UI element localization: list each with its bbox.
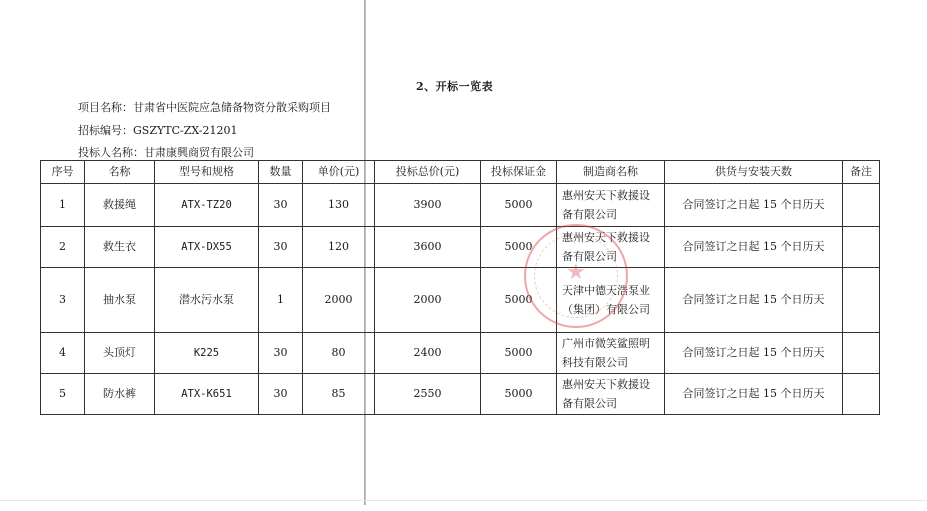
- cell-remark: [843, 333, 880, 374]
- cell-no: 1: [41, 184, 85, 227]
- cell-deposit: 5000: [481, 268, 557, 333]
- header-deposit: 投标保证金: [481, 161, 557, 184]
- page-bottom-edge: [0, 500, 927, 501]
- cell-total: 2000: [375, 268, 481, 333]
- cell-price: 85: [303, 374, 375, 415]
- bid-number-label: 招标编号：: [78, 124, 133, 137]
- cell-total: 3900: [375, 184, 481, 227]
- cell-qty: 30: [259, 333, 303, 374]
- seal-star-icon: ★: [566, 260, 586, 285]
- cell-qty: 30: [259, 227, 303, 268]
- cell-maker: 惠州安天下救援设备有限公司: [557, 227, 665, 268]
- cell-maker: 天津中德天浩泵业（集团）有限公司: [557, 268, 665, 333]
- cell-deposit: 5000: [481, 184, 557, 227]
- bid-number-value: GSZYTC-ZX-21201: [133, 124, 238, 137]
- bid-opening-table: [40, 160, 880, 415]
- cell-model: 潜水污水泵: [155, 268, 259, 333]
- project-name-label: 项目名称：: [78, 101, 133, 114]
- cell-delivery: 合同签订之日起 15 个日历天: [665, 227, 843, 268]
- cell-model: ATX-DX55: [155, 227, 259, 268]
- table-row: [41, 333, 880, 374]
- project-name-line: [78, 99, 331, 115]
- cell-name: 抽水泵: [85, 268, 155, 333]
- cell-total: 2400: [375, 333, 481, 374]
- cell-delivery: 合同签订之日起 15 个日历天: [665, 184, 843, 227]
- cell-model: K225: [155, 333, 259, 374]
- table-header-row: [41, 161, 880, 184]
- cell-delivery: 合同签订之日起 15 个日历天: [665, 333, 843, 374]
- table-row: [41, 268, 880, 333]
- cell-total: 3600: [375, 227, 481, 268]
- bidder-name-value: 甘肃康興商贸有限公司: [144, 146, 254, 159]
- cell-total: 2550: [375, 374, 481, 415]
- table-row: [41, 184, 880, 227]
- table-row: [41, 374, 880, 415]
- header-total: 投标总价(元): [375, 161, 481, 184]
- header-remark: 备注: [843, 161, 880, 184]
- cell-name: 头顶灯: [85, 333, 155, 374]
- cell-name: 救援绳: [85, 184, 155, 227]
- cell-no: 2: [41, 227, 85, 268]
- cell-no: 4: [41, 333, 85, 374]
- cell-no: 5: [41, 374, 85, 415]
- cell-maker: 惠州安天下救援设备有限公司: [557, 374, 665, 415]
- header-model: 型号和规格: [155, 161, 259, 184]
- cell-price: 130: [303, 184, 375, 227]
- cell-maker: 惠州安天下救援设备有限公司: [557, 184, 665, 227]
- cell-no: 3: [41, 268, 85, 333]
- bidder-name-label: 投标人名称：: [78, 146, 144, 159]
- cell-delivery: 合同签订之日起 15 个日历天: [665, 268, 843, 333]
- bidder-name-line: [78, 144, 254, 160]
- cell-deposit: 5000: [481, 333, 557, 374]
- bid-number-line: [78, 122, 238, 138]
- header-name: 名称: [85, 161, 155, 184]
- cell-maker: 广州市微笑鲨照明科技有限公司: [557, 333, 665, 374]
- cell-remark: [843, 268, 880, 333]
- cell-name: 救生衣: [85, 227, 155, 268]
- cell-deposit: 5000: [481, 374, 557, 415]
- document-title: 2、开标一览表: [416, 80, 494, 93]
- cell-price: 80: [303, 333, 375, 374]
- cell-model: ATX-K651: [155, 374, 259, 415]
- header-delivery: 供货与安装天数: [665, 161, 843, 184]
- cell-qty: 1: [259, 268, 303, 333]
- cell-remark: [843, 184, 880, 227]
- cell-price: 2000: [303, 268, 375, 333]
- cell-name: 防水裤: [85, 374, 155, 415]
- project-name-value: 甘肃省中医院应急储备物资分散采购项目: [133, 101, 331, 114]
- cell-deposit: 5000: [481, 227, 557, 268]
- header-price: 单价(元): [303, 161, 375, 184]
- header-qty: 数量: [259, 161, 303, 184]
- table-row: [41, 227, 880, 268]
- cell-model: ATX-TZ20: [155, 184, 259, 227]
- header-no: 序号: [41, 161, 85, 184]
- cell-remark: [843, 227, 880, 268]
- cell-price: 120: [303, 227, 375, 268]
- cell-qty: 30: [259, 374, 303, 415]
- cell-qty: 30: [259, 184, 303, 227]
- cell-delivery: 合同签订之日起 15 个日历天: [665, 374, 843, 415]
- header-maker: 制造商名称: [557, 161, 665, 184]
- cell-remark: [843, 374, 880, 415]
